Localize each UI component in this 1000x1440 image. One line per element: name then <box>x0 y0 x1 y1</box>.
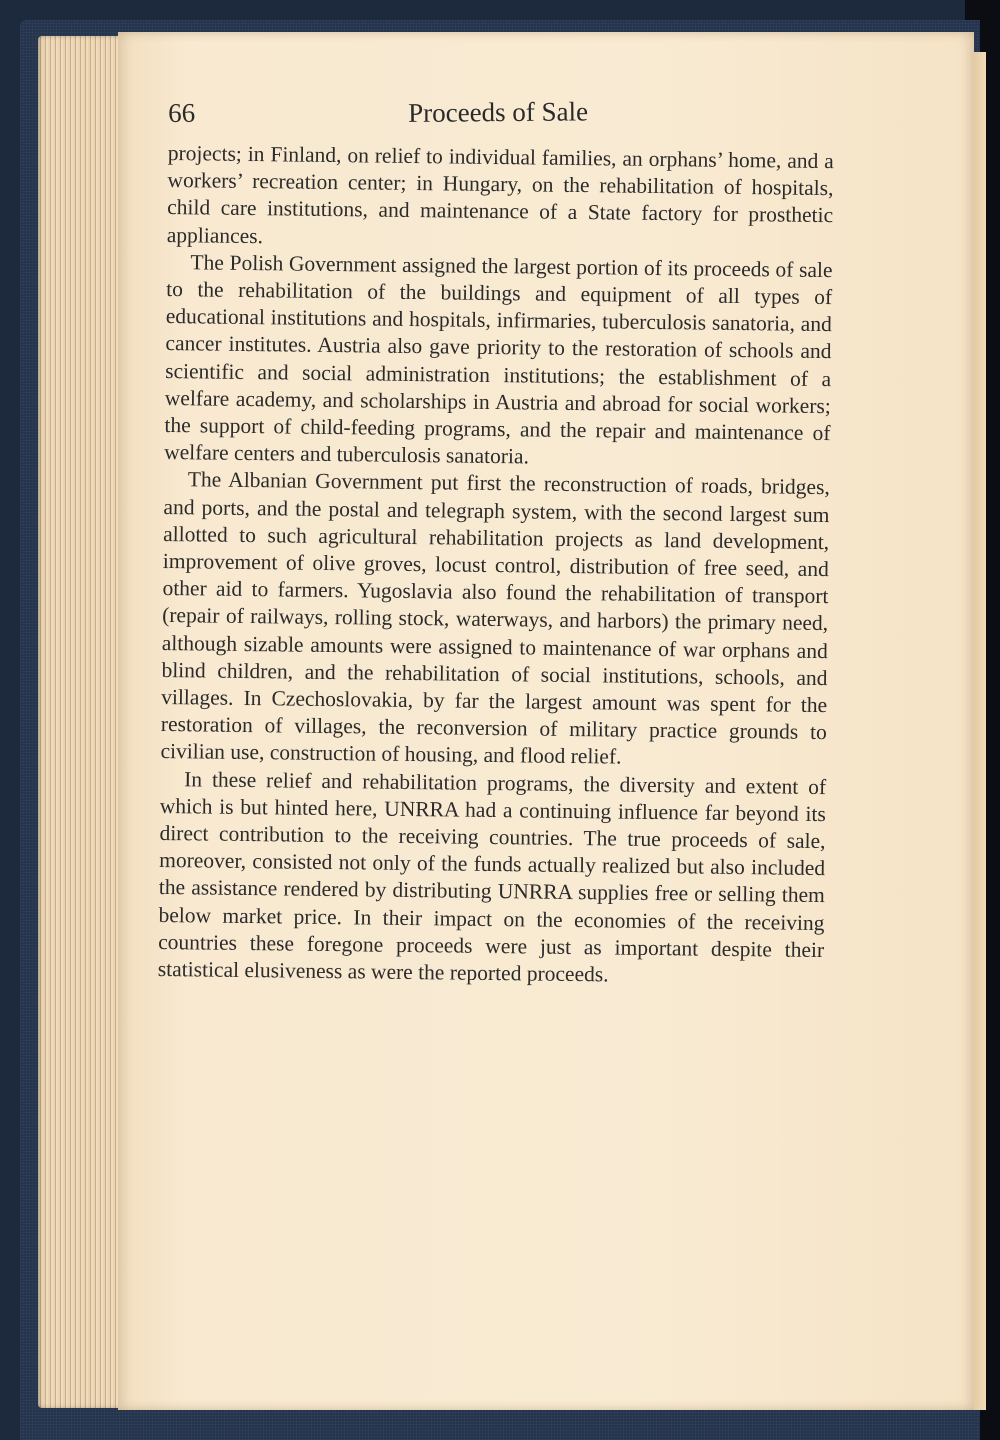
paragraph: The Albanian Government put first the reconstruction of roads, bridges, and ports, and the postal and telegraph system, with the second largest sum allotted to such agricultural rehabilitation projects as land development, improvement of olive groves, locust control, distribution of free seed, and other aid to farmers. Yugoslavia also found the rehabilitation of transport (repair of railways, rolling stock, waterways, and harbors) the primary need, although sizable amounts were assigned to maintenance of war orphans and blind children, and the rehabilitation of social institutions, schools, and villages. In Czechoslovakia, by far the largest amount was spent for the restoration of villages, the reconversion of military practice grounds to civilian use, construction of housing, and flood relief. <box>160 467 830 770</box>
running-head <box>168 93 738 138</box>
paragraph: projects; in Finland, on relief to individual families, an orphans’ home, and a workers’ recreation center; in Hungary, on the rehabilitation of hospitals, child care institutions, and maintenance of a State factory for prosthetic appliances. <box>166 140 834 248</box>
paragraph: The Polish Government assigned the largest portion of its proceeds of sale to the rehabilitation of the buildings and equipment of all types of educational institutions and hospitals, infirmaries, tuberculosis sanatoria, and cancer institutes. Austria also gave priority to the restoration of schools and scientific and social administration institutions; the establishment of a welfare academy, and scholarships in Austria and abroad for social workers; the support of child-feeding programs, and the repair and maintenance of welfare centers and tuberculosis sanatoria. <box>164 250 833 469</box>
body-text <box>158 140 834 991</box>
running-head-title: Proceeds of Sale <box>408 96 589 128</box>
page-edges <box>38 36 124 1408</box>
next-page-edge <box>972 52 986 1410</box>
page-number: 66 <box>168 97 196 128</box>
paragraph: In these relief and rehabilitation programs, the diversity and extent of which is but hinted here, UNRRA had a continuing influence far beyond its direct contribution to the receiving countries. The true proceeds of sale, moreover, consisted not only of the funds actually realized but also included the assistance rendered by distributing UNRRA supplies free or selling them below market price. In their impact on the economies of the receiving countries these foregone proceeds were just as important despite their statistical elusiveness as were the reported proceeds. <box>157 766 827 987</box>
